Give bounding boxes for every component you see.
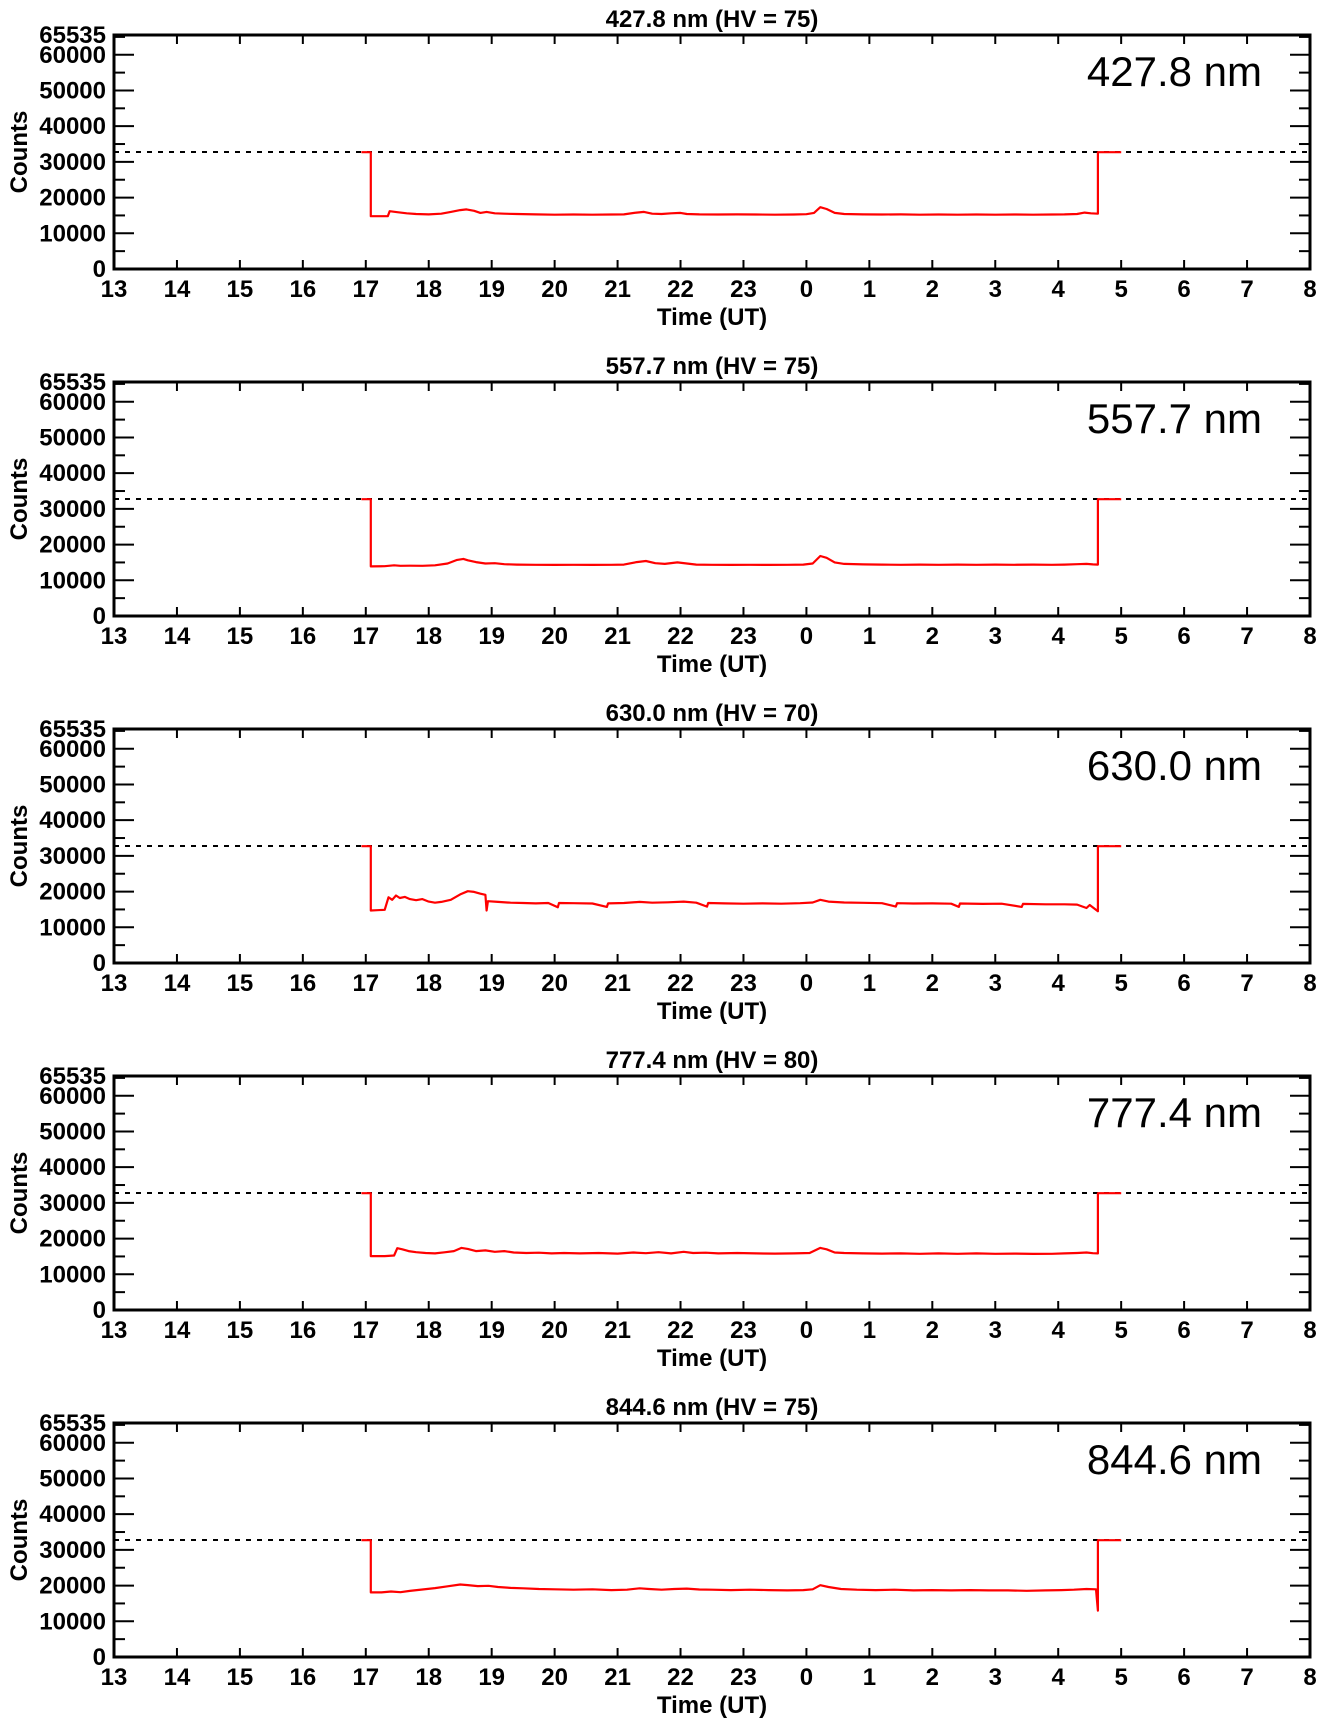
wavelength-annotation: 427.8 nm	[1086, 48, 1262, 95]
x-tick-label: 16	[289, 1317, 317, 1344]
x-tick-label: 8	[1303, 623, 1317, 650]
x-tick-label: 7	[1240, 1317, 1254, 1344]
chart-panel-557.7nm	[0, 347, 1336, 694]
x-tick-label: 0	[799, 1317, 814, 1344]
x-tick-label: 22	[667, 1317, 694, 1344]
x-tick-label: 4	[1051, 1664, 1065, 1691]
x-tick-label: 17	[352, 276, 380, 303]
y-tick-label: 50000	[39, 771, 106, 799]
y-axis-label: Counts	[6, 1498, 33, 1582]
x-tick-label: 23	[730, 623, 757, 650]
y-tick-label: 60000	[39, 1429, 106, 1457]
y-tick-label: 0	[92, 1644, 106, 1671]
y-axis-label: Counts	[6, 804, 33, 888]
x-tick-label: 13	[100, 1664, 128, 1691]
x-tick-label: 22	[667, 623, 694, 650]
x-tick-label: 22	[667, 276, 694, 303]
x-tick-label: 6	[1177, 1664, 1191, 1691]
x-tick-label: 23	[730, 1664, 757, 1691]
x-tick-label: 13	[100, 623, 128, 650]
y-tick-label: 10000	[39, 1608, 106, 1636]
chart-panel-777.4nm	[0, 1041, 1336, 1388]
y-tick-label: 40000	[39, 1154, 106, 1182]
x-tick-label: 2	[925, 1317, 939, 1344]
chart-title: 557.7 nm (HV = 75)	[605, 353, 819, 380]
x-tick-label: 8	[1303, 970, 1317, 997]
x-tick-label: 20	[541, 1317, 568, 1344]
y-tick-label: 50000	[39, 1465, 106, 1493]
x-tick-label: 19	[478, 970, 506, 997]
y-tick-label: 30000	[39, 148, 106, 176]
y-tick-label: 10000	[39, 914, 106, 942]
x-tick-label: 21	[604, 970, 631, 997]
chart-title: 844.6 nm (HV = 75)	[605, 1394, 819, 1421]
x-tick-label: 19	[478, 276, 506, 303]
y-tick-label: 65535	[39, 22, 106, 49]
x-tick-label: 13	[100, 276, 128, 303]
y-tick-label: 30000	[39, 842, 106, 870]
y-axis-label: Counts	[6, 110, 33, 194]
y-tick-label: 20000	[39, 878, 106, 906]
y-tick-label: 30000	[39, 1536, 106, 1564]
x-tick-label: 18	[415, 1664, 443, 1691]
x-tick-label: 15	[226, 970, 254, 997]
x-tick-label: 20	[541, 1664, 568, 1691]
chart-canvas	[0, 1041, 1336, 1388]
y-tick-label: 20000	[39, 531, 106, 559]
x-tick-label: 4	[1051, 623, 1065, 650]
x-tick-label: 14	[163, 1317, 191, 1344]
x-tick-label: 13	[100, 970, 128, 997]
x-tick-label: 1	[862, 623, 877, 650]
x-tick-label: 6	[1177, 276, 1191, 303]
x-tick-label: 5	[1114, 1664, 1128, 1691]
x-tick-label: 18	[415, 276, 443, 303]
y-tick-label: 65535	[39, 1410, 106, 1437]
y-tick-label: 30000	[39, 495, 106, 523]
counts-series-line	[361, 846, 1121, 911]
x-tick-label: 17	[352, 1664, 380, 1691]
x-tick-label: 14	[163, 1664, 191, 1691]
x-tick-label: 3	[988, 623, 1002, 650]
x-tick-label: 21	[604, 623, 631, 650]
x-tick-label: 5	[1114, 1317, 1128, 1344]
x-tick-label: 5	[1114, 276, 1128, 303]
x-tick-label: 18	[415, 970, 443, 997]
x-tick-label: 2	[925, 970, 939, 997]
x-tick-label: 2	[925, 276, 939, 303]
y-tick-label: 65535	[39, 369, 106, 396]
y-tick-label: 60000	[39, 1082, 106, 1110]
x-tick-label: 1	[862, 970, 877, 997]
x-tick-label: 1	[862, 276, 877, 303]
x-tick-label: 22	[667, 970, 694, 997]
x-tick-label: 21	[604, 276, 631, 303]
x-tick-label: 13	[100, 1317, 128, 1344]
x-tick-label: 14	[163, 276, 191, 303]
x-tick-label: 17	[352, 970, 380, 997]
x-tick-label: 14	[163, 623, 191, 650]
x-tick-label: 20	[541, 970, 568, 997]
y-tick-label: 10000	[39, 567, 106, 595]
counts-series-line	[361, 1540, 1121, 1610]
x-tick-label: 0	[799, 970, 814, 997]
x-tick-label: 21	[604, 1317, 631, 1344]
y-tick-label: 40000	[39, 1501, 106, 1529]
x-tick-label: 3	[988, 1317, 1002, 1344]
x-tick-label: 16	[289, 970, 317, 997]
y-tick-label: 40000	[39, 460, 106, 488]
y-tick-label: 65535	[39, 1063, 106, 1090]
y-tick-label: 30000	[39, 1189, 106, 1217]
x-tick-label: 0	[799, 276, 814, 303]
x-tick-label: 8	[1303, 276, 1317, 303]
x-tick-label: 7	[1240, 970, 1254, 997]
x-axis-label: Time (UT)	[656, 1692, 768, 1719]
x-tick-label: 20	[541, 276, 568, 303]
chart-canvas	[0, 1388, 1336, 1735]
y-tick-label: 40000	[39, 113, 106, 141]
x-tick-label: 16	[289, 276, 317, 303]
chart-title: 630.0 nm (HV = 70)	[605, 700, 819, 727]
wavelength-annotation: 557.7 nm	[1086, 395, 1262, 442]
chart-panel-427.8nm	[0, 0, 1336, 347]
y-tick-label: 60000	[39, 388, 106, 416]
x-tick-label: 15	[226, 1664, 254, 1691]
chart-canvas	[0, 347, 1336, 694]
x-tick-label: 5	[1114, 970, 1128, 997]
x-tick-label: 21	[604, 1664, 631, 1691]
counts-series-line	[361, 152, 1121, 216]
x-tick-label: 0	[799, 1664, 814, 1691]
x-tick-label: 3	[988, 970, 1002, 997]
y-tick-label: 10000	[39, 220, 106, 248]
chart-title: 427.8 nm (HV = 75)	[605, 6, 819, 33]
y-tick-label: 60000	[39, 735, 106, 763]
x-tick-label: 18	[415, 1317, 443, 1344]
x-axis-label: Time (UT)	[656, 304, 768, 331]
x-tick-label: 0	[799, 623, 814, 650]
chart-panel-630.0nm	[0, 694, 1336, 1041]
x-tick-label: 4	[1051, 970, 1065, 997]
x-tick-label: 15	[226, 623, 254, 650]
x-tick-label: 3	[988, 1664, 1002, 1691]
y-axis-label: Counts	[6, 1151, 33, 1235]
counts-series-line	[361, 499, 1121, 566]
x-tick-label: 14	[163, 970, 191, 997]
y-tick-label: 0	[92, 950, 106, 977]
y-axis-label: Counts	[6, 457, 33, 541]
x-tick-label: 4	[1051, 1317, 1065, 1344]
y-tick-label: 50000	[39, 424, 106, 452]
x-tick-label: 23	[730, 1317, 757, 1344]
x-axis-label: Time (UT)	[656, 651, 768, 678]
x-tick-label: 4	[1051, 276, 1065, 303]
counts-series-line	[361, 1193, 1121, 1256]
y-tick-label: 20000	[39, 1225, 106, 1253]
y-tick-label: 0	[92, 603, 106, 630]
y-tick-label: 20000	[39, 1572, 106, 1600]
x-tick-label: 6	[1177, 623, 1191, 650]
y-tick-label: 10000	[39, 1261, 106, 1289]
wavelength-annotation: 844.6 nm	[1086, 1436, 1262, 1483]
x-tick-label: 18	[415, 623, 443, 650]
y-tick-label: 50000	[39, 77, 106, 105]
y-tick-label: 60000	[39, 41, 106, 69]
chart-canvas	[0, 0, 1336, 347]
x-tick-label: 6	[1177, 1317, 1191, 1344]
x-tick-label: 8	[1303, 1664, 1317, 1691]
x-tick-label: 19	[478, 1664, 506, 1691]
y-tick-label: 40000	[39, 807, 106, 835]
x-tick-label: 7	[1240, 1664, 1254, 1691]
x-tick-label: 23	[730, 970, 757, 997]
x-tick-label: 2	[925, 1664, 939, 1691]
x-tick-label: 15	[226, 1317, 254, 1344]
x-tick-label: 15	[226, 276, 254, 303]
wavelength-annotation: 630.0 nm	[1086, 742, 1262, 789]
x-tick-label: 2	[925, 623, 939, 650]
x-tick-label: 7	[1240, 623, 1254, 650]
wavelength-annotation: 777.4 nm	[1086, 1089, 1262, 1136]
x-tick-label: 7	[1240, 276, 1254, 303]
chart-title: 777.4 nm (HV = 80)	[605, 1047, 819, 1074]
x-tick-label: 22	[667, 1664, 694, 1691]
x-tick-label: 16	[289, 1664, 317, 1691]
x-tick-label: 19	[478, 1317, 506, 1344]
x-tick-label: 1	[862, 1664, 877, 1691]
x-tick-label: 20	[541, 623, 568, 650]
chart-canvas	[0, 694, 1336, 1041]
x-tick-label: 3	[988, 276, 1002, 303]
x-tick-label: 5	[1114, 623, 1128, 650]
y-tick-label: 0	[92, 1297, 106, 1324]
y-tick-label: 65535	[39, 716, 106, 743]
x-tick-label: 1	[862, 1317, 877, 1344]
y-tick-label: 50000	[39, 1118, 106, 1146]
x-axis-label: Time (UT)	[656, 1345, 768, 1372]
x-axis-label: Time (UT)	[656, 998, 768, 1025]
x-tick-label: 16	[289, 623, 317, 650]
x-tick-label: 17	[352, 1317, 380, 1344]
x-tick-label: 23	[730, 276, 757, 303]
x-tick-label: 8	[1303, 1317, 1317, 1344]
x-tick-label: 19	[478, 623, 506, 650]
x-tick-label: 17	[352, 623, 380, 650]
y-tick-label: 20000	[39, 184, 106, 212]
chart-panel-844.6nm	[0, 1388, 1336, 1735]
y-tick-label: 0	[92, 256, 106, 283]
x-tick-label: 6	[1177, 970, 1191, 997]
